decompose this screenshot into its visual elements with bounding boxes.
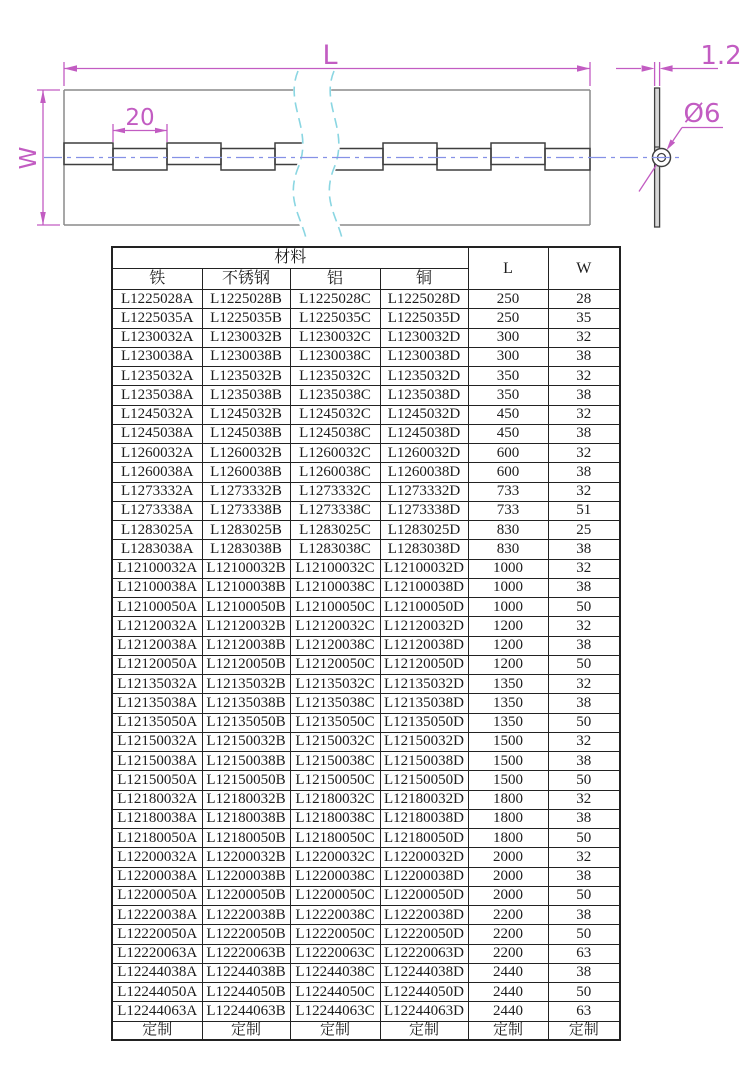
material-iron: 铁 bbox=[112, 269, 202, 290]
part-cell: L12135050C bbox=[290, 713, 380, 732]
part-cell: 38 bbox=[548, 963, 620, 982]
part-cell: L12200050B bbox=[202, 886, 290, 905]
part-cell: L12135050B bbox=[202, 713, 290, 732]
part-cell: L12180032A bbox=[112, 790, 202, 809]
part-cell: 2000 bbox=[468, 886, 548, 905]
part-cell: L12244038C bbox=[290, 963, 380, 982]
part-cell: L12220063B bbox=[202, 944, 290, 963]
part-cell: L1235038C bbox=[290, 386, 380, 405]
material-copper: 铜 bbox=[380, 269, 468, 290]
part-cell: 38 bbox=[548, 752, 620, 771]
part-cell: 38 bbox=[548, 424, 620, 443]
part-cell: 830 bbox=[468, 540, 548, 559]
part-cell: L1245032B bbox=[202, 405, 290, 424]
part-cell: 38 bbox=[548, 636, 620, 655]
part-cell: 32 bbox=[548, 675, 620, 694]
part-cell: 1800 bbox=[468, 790, 548, 809]
part-cell: L1235038B bbox=[202, 386, 290, 405]
part-cell: L12220063C bbox=[290, 944, 380, 963]
part-cell: L12150050A bbox=[112, 771, 202, 790]
part-cell: 300 bbox=[468, 347, 548, 366]
part-cell: L12244050B bbox=[202, 983, 290, 1002]
size-spec-table bbox=[111, 246, 621, 1041]
part-cell: 1500 bbox=[468, 771, 548, 790]
part-cell: L1225035C bbox=[290, 309, 380, 328]
part-cell: L12120050C bbox=[290, 655, 380, 674]
part-cell: 50 bbox=[548, 655, 620, 674]
part-cell: 38 bbox=[548, 906, 620, 925]
part-cell: 250 bbox=[468, 309, 548, 328]
material-stainless: 不锈钢 bbox=[202, 269, 290, 290]
part-cell: L1260038B bbox=[202, 463, 290, 482]
table-row bbox=[112, 713, 620, 732]
table-row bbox=[112, 675, 620, 694]
part-cell: L12180050D bbox=[380, 829, 468, 848]
size-table-body bbox=[112, 290, 620, 1041]
part-cell: 51 bbox=[548, 501, 620, 520]
part-cell: 定制 bbox=[112, 1021, 202, 1040]
part-cell: 32 bbox=[548, 732, 620, 751]
table-row bbox=[112, 347, 620, 366]
part-cell: 定制 bbox=[202, 1021, 290, 1040]
part-cell: L12150038A bbox=[112, 752, 202, 771]
table-row bbox=[112, 732, 620, 751]
table-row bbox=[112, 848, 620, 867]
part-cell: L12220063D bbox=[380, 944, 468, 963]
part-cell: L12200050A bbox=[112, 886, 202, 905]
material-aluminum: 铝 bbox=[290, 269, 380, 290]
part-cell: L1230038A bbox=[112, 347, 202, 366]
part-cell: L12135038C bbox=[290, 694, 380, 713]
part-cell: L12150032B bbox=[202, 732, 290, 751]
part-cell: 733 bbox=[468, 482, 548, 501]
part-cell: L12100038D bbox=[380, 578, 468, 597]
part-cell: 定制 bbox=[380, 1021, 468, 1040]
thickness-label: 1.2 bbox=[700, 41, 742, 71]
part-cell: L1245032D bbox=[380, 405, 468, 424]
part-cell: L12244038D bbox=[380, 963, 468, 982]
part-cell: L1260032C bbox=[290, 444, 380, 463]
part-cell: L1283038B bbox=[202, 540, 290, 559]
part-cell: L12200050D bbox=[380, 886, 468, 905]
table-row bbox=[112, 886, 620, 905]
part-cell: L12135038B bbox=[202, 694, 290, 713]
part-cell: L12244050C bbox=[290, 983, 380, 1002]
part-cell: L1245038B bbox=[202, 424, 290, 443]
part-cell: L1225035D bbox=[380, 309, 468, 328]
part-cell: L1283038A bbox=[112, 540, 202, 559]
part-cell: 2440 bbox=[468, 1002, 548, 1021]
part-cell: L12150032A bbox=[112, 732, 202, 751]
part-cell: 350 bbox=[468, 367, 548, 386]
part-cell: L12120038C bbox=[290, 636, 380, 655]
part-cell: L1230032D bbox=[380, 328, 468, 347]
part-cell: L12180050C bbox=[290, 829, 380, 848]
part-cell: L12180038A bbox=[112, 809, 202, 828]
table-row bbox=[112, 963, 620, 982]
part-cell: 600 bbox=[468, 463, 548, 482]
table-row bbox=[112, 694, 620, 713]
table-row bbox=[112, 636, 620, 655]
part-cell: 25 bbox=[548, 521, 620, 540]
part-cell: 50 bbox=[548, 886, 620, 905]
part-cell: 38 bbox=[548, 540, 620, 559]
part-cell: 1350 bbox=[468, 713, 548, 732]
part-cell: L12150050D bbox=[380, 771, 468, 790]
part-cell: 32 bbox=[548, 482, 620, 501]
table-row bbox=[112, 752, 620, 771]
part-cell: 350 bbox=[468, 386, 548, 405]
table-row bbox=[112, 944, 620, 963]
part-cell: L12120050D bbox=[380, 655, 468, 674]
part-cell: L12150032C bbox=[290, 732, 380, 751]
part-cell: L12120032A bbox=[112, 617, 202, 636]
part-cell: L12100038B bbox=[202, 578, 290, 597]
part-cell: 定制 bbox=[548, 1021, 620, 1040]
part-cell: L12244063A bbox=[112, 1002, 202, 1021]
part-cell: 1800 bbox=[468, 809, 548, 828]
part-cell: 50 bbox=[548, 713, 620, 732]
part-cell: L1273338A bbox=[112, 501, 202, 520]
table-row bbox=[112, 578, 620, 597]
part-cell: L12180038B bbox=[202, 809, 290, 828]
part-cell: L12120050A bbox=[112, 655, 202, 674]
part-cell: L1235032C bbox=[290, 367, 380, 386]
part-cell: L1260032B bbox=[202, 444, 290, 463]
part-cell: L12220050A bbox=[112, 925, 202, 944]
part-cell: L1225028A bbox=[112, 290, 202, 309]
part-cell: L12120032B bbox=[202, 617, 290, 636]
part-cell: L12220038A bbox=[112, 906, 202, 925]
part-cell: 50 bbox=[548, 598, 620, 617]
table-row bbox=[112, 309, 620, 328]
part-cell: L12150038D bbox=[380, 752, 468, 771]
table-row bbox=[112, 655, 620, 674]
table-row bbox=[112, 386, 620, 405]
part-cell: L12100050C bbox=[290, 598, 380, 617]
part-cell: 28 bbox=[548, 290, 620, 309]
part-cell: L1283025D bbox=[380, 521, 468, 540]
part-cell: L12244063D bbox=[380, 1002, 468, 1021]
part-cell: L1230038B bbox=[202, 347, 290, 366]
part-cell: L12200038C bbox=[290, 867, 380, 886]
table-row bbox=[112, 424, 620, 443]
table-row bbox=[112, 809, 620, 828]
length-label: L bbox=[322, 40, 338, 71]
part-cell: 63 bbox=[548, 944, 620, 963]
width-column-header: W bbox=[548, 247, 620, 290]
part-cell: L1225028C bbox=[290, 290, 380, 309]
material-header: 材料 bbox=[112, 247, 468, 269]
part-cell: 50 bbox=[548, 925, 620, 944]
part-cell: 2440 bbox=[468, 963, 548, 982]
part-cell: L12100038A bbox=[112, 578, 202, 597]
part-cell: L12244063B bbox=[202, 1002, 290, 1021]
custom-row bbox=[112, 1021, 620, 1040]
part-cell: L12135032B bbox=[202, 675, 290, 694]
part-cell: L1273332C bbox=[290, 482, 380, 501]
part-cell: 定制 bbox=[290, 1021, 380, 1040]
table-row bbox=[112, 771, 620, 790]
part-cell: 2200 bbox=[468, 906, 548, 925]
part-cell: L1260032D bbox=[380, 444, 468, 463]
part-cell: L12120032C bbox=[290, 617, 380, 636]
table-row bbox=[112, 482, 620, 501]
part-cell: L12135032A bbox=[112, 675, 202, 694]
part-cell: L1230032A bbox=[112, 328, 202, 347]
part-cell: L1235038D bbox=[380, 386, 468, 405]
part-cell: L12200038B bbox=[202, 867, 290, 886]
part-cell: L1235038A bbox=[112, 386, 202, 405]
part-cell: L1273338D bbox=[380, 501, 468, 520]
part-cell: 1800 bbox=[468, 829, 548, 848]
part-cell: L12220038B bbox=[202, 906, 290, 925]
part-cell: 2000 bbox=[468, 867, 548, 886]
part-cell: L1273338B bbox=[202, 501, 290, 520]
part-cell: L1230032C bbox=[290, 328, 380, 347]
part-cell: 1200 bbox=[468, 617, 548, 636]
part-cell: 830 bbox=[468, 521, 548, 540]
part-cell: 2000 bbox=[468, 848, 548, 867]
table-row bbox=[112, 598, 620, 617]
part-cell: 600 bbox=[468, 444, 548, 463]
part-cell: L12200032B bbox=[202, 848, 290, 867]
knuckle-pitch-label: 20 bbox=[125, 105, 155, 131]
part-cell: 2440 bbox=[468, 983, 548, 1002]
part-cell: L1225028D bbox=[380, 290, 468, 309]
part-cell: L12120050B bbox=[202, 655, 290, 674]
part-cell: 1500 bbox=[468, 752, 548, 771]
part-cell: L12200038A bbox=[112, 867, 202, 886]
hinge-technical-drawing bbox=[0, 0, 750, 242]
part-cell: L12100032B bbox=[202, 559, 290, 578]
part-cell: L1225028B bbox=[202, 290, 290, 309]
part-cell: L12120038A bbox=[112, 636, 202, 655]
part-cell: L12135050D bbox=[380, 713, 468, 732]
part-cell: L1283038D bbox=[380, 540, 468, 559]
part-cell: 1350 bbox=[468, 675, 548, 694]
part-cell: L12100050A bbox=[112, 598, 202, 617]
part-cell: L12180032D bbox=[380, 790, 468, 809]
part-cell: L1245032A bbox=[112, 405, 202, 424]
table-row bbox=[112, 925, 620, 944]
part-cell: L1273332A bbox=[112, 482, 202, 501]
part-cell: 定制 bbox=[468, 1021, 548, 1040]
table-row bbox=[112, 906, 620, 925]
part-cell: L12150032D bbox=[380, 732, 468, 751]
part-cell: 38 bbox=[548, 347, 620, 366]
part-cell: 50 bbox=[548, 983, 620, 1002]
table-row bbox=[112, 983, 620, 1002]
part-cell: L1245038C bbox=[290, 424, 380, 443]
table-row bbox=[112, 290, 620, 309]
part-cell: L12100032A bbox=[112, 559, 202, 578]
part-cell: 1350 bbox=[468, 694, 548, 713]
part-cell: L1245038A bbox=[112, 424, 202, 443]
part-cell: 1500 bbox=[468, 732, 548, 751]
hole-diameter-label: Ø6 bbox=[683, 99, 721, 129]
part-cell: L1260032A bbox=[112, 444, 202, 463]
break-gap bbox=[311, 71, 324, 238]
table-row bbox=[112, 501, 620, 520]
part-cell: L1283025A bbox=[112, 521, 202, 540]
part-cell: L12244063C bbox=[290, 1002, 380, 1021]
part-cell: L12120032D bbox=[380, 617, 468, 636]
part-cell: L12120038D bbox=[380, 636, 468, 655]
part-cell: L12180032B bbox=[202, 790, 290, 809]
part-cell: 35 bbox=[548, 309, 620, 328]
part-cell: L1283025C bbox=[290, 521, 380, 540]
part-cell: 32 bbox=[548, 790, 620, 809]
part-cell: 63 bbox=[548, 1002, 620, 1021]
part-cell: L12150038B bbox=[202, 752, 290, 771]
part-cell: L12244038B bbox=[202, 963, 290, 982]
part-cell: L1225035B bbox=[202, 309, 290, 328]
part-cell: 38 bbox=[548, 463, 620, 482]
part-cell: 1200 bbox=[468, 636, 548, 655]
part-cell: L12100038C bbox=[290, 578, 380, 597]
part-cell: L12220050D bbox=[380, 925, 468, 944]
part-cell: L12180038D bbox=[380, 809, 468, 828]
part-cell: 38 bbox=[548, 386, 620, 405]
part-cell: L12150050C bbox=[290, 771, 380, 790]
table-row bbox=[112, 617, 620, 636]
part-cell: L1260038D bbox=[380, 463, 468, 482]
part-cell: 1200 bbox=[468, 655, 548, 674]
part-cell: L12180050B bbox=[202, 829, 290, 848]
part-cell: L1260038C bbox=[290, 463, 380, 482]
table-row bbox=[112, 405, 620, 424]
part-cell: L12135038A bbox=[112, 694, 202, 713]
part-cell: 32 bbox=[548, 367, 620, 386]
part-cell: L1235032D bbox=[380, 367, 468, 386]
part-cell: L1225035A bbox=[112, 309, 202, 328]
table-row bbox=[112, 1002, 620, 1021]
table-row bbox=[112, 444, 620, 463]
table-row bbox=[112, 367, 620, 386]
part-cell: 300 bbox=[468, 328, 548, 347]
part-cell: L12244050A bbox=[112, 983, 202, 1002]
part-cell: 1000 bbox=[468, 578, 548, 597]
part-cell: L12150050B bbox=[202, 771, 290, 790]
part-cell: L12135032D bbox=[380, 675, 468, 694]
part-cell: L12220050B bbox=[202, 925, 290, 944]
table-row bbox=[112, 540, 620, 559]
part-cell: L12180032C bbox=[290, 790, 380, 809]
part-cell: L12220050C bbox=[290, 925, 380, 944]
part-cell: 2200 bbox=[468, 944, 548, 963]
part-cell: L1235032B bbox=[202, 367, 290, 386]
part-cell: L1245038D bbox=[380, 424, 468, 443]
table-header-row-material bbox=[112, 247, 620, 269]
part-cell: 450 bbox=[468, 405, 548, 424]
part-cell: L1230032B bbox=[202, 328, 290, 347]
part-cell: L12180050A bbox=[112, 829, 202, 848]
table-row bbox=[112, 559, 620, 578]
part-cell: L1230038D bbox=[380, 347, 468, 366]
part-cell: 1000 bbox=[468, 559, 548, 578]
part-cell: L12135050A bbox=[112, 713, 202, 732]
part-cell: L1230038C bbox=[290, 347, 380, 366]
part-cell: L12100032D bbox=[380, 559, 468, 578]
part-cell: L12100032C bbox=[290, 559, 380, 578]
table-row bbox=[112, 829, 620, 848]
part-cell: L1273338C bbox=[290, 501, 380, 520]
part-cell: L12220063A bbox=[112, 944, 202, 963]
part-cell: 32 bbox=[548, 405, 620, 424]
part-cell: L12200038D bbox=[380, 867, 468, 886]
part-cell: L12244038A bbox=[112, 963, 202, 982]
part-cell: 32 bbox=[548, 328, 620, 347]
table-row bbox=[112, 790, 620, 809]
part-cell: 450 bbox=[468, 424, 548, 443]
part-cell: 1000 bbox=[468, 598, 548, 617]
part-cell: L1283038C bbox=[290, 540, 380, 559]
part-cell: L12135032C bbox=[290, 675, 380, 694]
part-cell: 38 bbox=[548, 867, 620, 886]
part-cell: L12200050C bbox=[290, 886, 380, 905]
part-cell: 50 bbox=[548, 771, 620, 790]
part-cell: 38 bbox=[548, 578, 620, 597]
part-cell: L12100050B bbox=[202, 598, 290, 617]
part-cell: L12200032A bbox=[112, 848, 202, 867]
length-column-header: L bbox=[468, 247, 548, 290]
part-cell: 32 bbox=[548, 848, 620, 867]
part-cell: L12180038C bbox=[290, 809, 380, 828]
part-cell: L1245032C bbox=[290, 405, 380, 424]
part-cell: L12120038B bbox=[202, 636, 290, 655]
table-row bbox=[112, 521, 620, 540]
part-cell: L12220038D bbox=[380, 906, 468, 925]
part-cell: L1260038A bbox=[112, 463, 202, 482]
part-cell: L12150038C bbox=[290, 752, 380, 771]
part-cell: 32 bbox=[548, 444, 620, 463]
dimension-hole bbox=[639, 128, 723, 192]
part-cell: 50 bbox=[548, 829, 620, 848]
part-cell: L12244050D bbox=[380, 983, 468, 1002]
part-cell: L1273332B bbox=[202, 482, 290, 501]
part-cell: L12200032C bbox=[290, 848, 380, 867]
part-cell: L12220038C bbox=[290, 906, 380, 925]
table-row bbox=[112, 463, 620, 482]
part-cell: L1235032A bbox=[112, 367, 202, 386]
part-cell: L12100050D bbox=[380, 598, 468, 617]
part-cell: L1273332D bbox=[380, 482, 468, 501]
part-cell: L12135038D bbox=[380, 694, 468, 713]
part-cell: 733 bbox=[468, 501, 548, 520]
part-cell: L1283025B bbox=[202, 521, 290, 540]
part-cell: L12200032D bbox=[380, 848, 468, 867]
part-cell: 38 bbox=[548, 809, 620, 828]
table-row bbox=[112, 328, 620, 347]
table-row bbox=[112, 867, 620, 886]
width-label: W bbox=[16, 146, 42, 170]
part-cell: 250 bbox=[468, 290, 548, 309]
part-cell: 32 bbox=[548, 617, 620, 636]
part-cell: 32 bbox=[548, 559, 620, 578]
part-cell: 2200 bbox=[468, 925, 548, 944]
part-cell: 38 bbox=[548, 694, 620, 713]
